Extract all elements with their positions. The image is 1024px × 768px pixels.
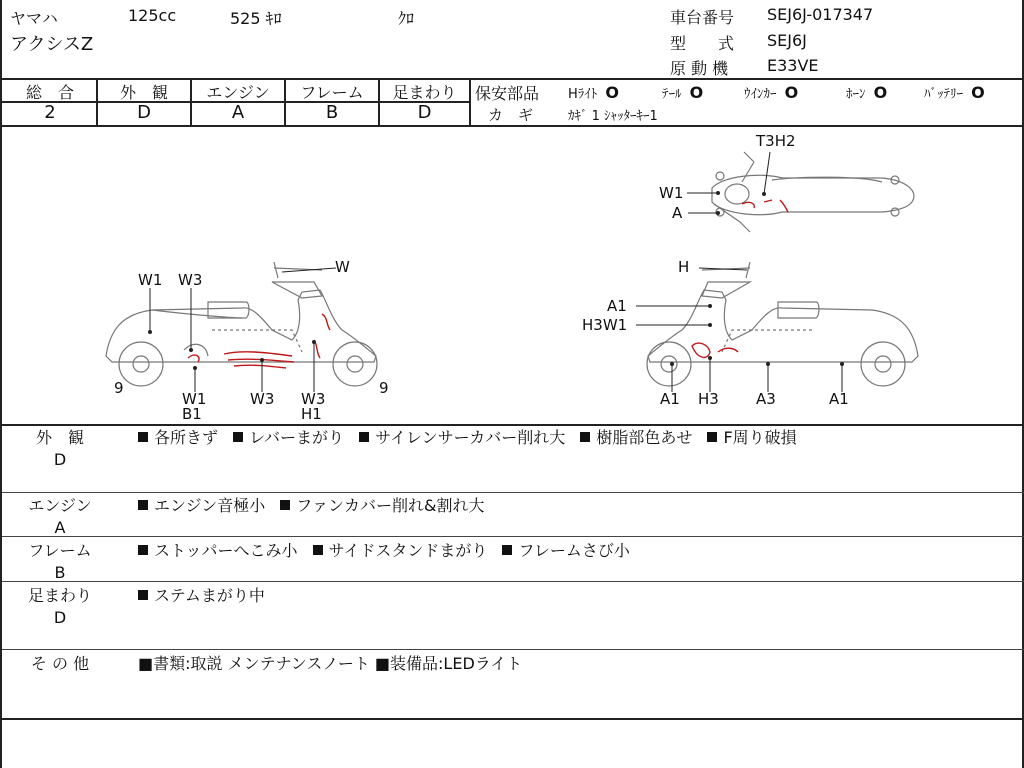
- grade-value-frame: B: [325, 102, 339, 123]
- safety-tail: ﾃｰﾙ O: [662, 83, 704, 102]
- detail-category-frame: フレーム B: [28, 541, 92, 582]
- diagram-label: W1: [182, 390, 207, 408]
- label-dots: [148, 191, 844, 370]
- damage-marks-left: [188, 314, 330, 368]
- detail-category-engine: エンジン A: [28, 496, 92, 537]
- type-value: SEJ6J: [767, 31, 807, 50]
- divider: [2, 718, 1024, 720]
- safety-battery: ﾊﾞｯﾃﾘｰ O: [924, 83, 985, 102]
- type-label: 型 式: [670, 34, 735, 53]
- diagram-label: W: [335, 258, 350, 276]
- color: ｸﾛ: [398, 9, 415, 28]
- detail-category-suspension: 足まわり D: [27, 586, 92, 627]
- diagram-label: W1: [659, 184, 684, 202]
- detail-items-other: ■書類:取説 メンテナンスノート ■装備品:LEDライト: [138, 654, 523, 673]
- key-label: カ ギ: [488, 106, 534, 124]
- diagram-label: A1: [607, 297, 627, 315]
- detail-items-frame: ストッパーへこみ小 サイドスタンドまがり フレームさび小: [138, 540, 640, 562]
- divider: [2, 581, 1024, 582]
- diagram-label: W3: [178, 271, 203, 289]
- model-name: アクシスZ: [10, 34, 94, 55]
- diagram-label: H3W1: [582, 316, 628, 334]
- detail-category-exterior: 外 観 D: [35, 428, 84, 469]
- diagram-label: W3: [250, 390, 275, 408]
- diagram-label: A1: [660, 390, 680, 408]
- grade-label-suspension: 足まわり: [392, 83, 457, 102]
- diagram-label: H1: [301, 405, 322, 423]
- divider: [2, 492, 1024, 493]
- engine-value: E33VE: [767, 56, 819, 75]
- diagram-label: A1: [829, 390, 849, 408]
- frame-value: SEJ6J-017347: [767, 5, 874, 24]
- divider: [2, 536, 1024, 537]
- diagram-label: 9: [114, 379, 124, 397]
- safety-title: 保安部品: [475, 84, 540, 103]
- divider: [2, 649, 1024, 650]
- detail-items-exterior: 各所きず レバーまがり サイレンサーカバー削れ大 樹脂部色あせ F周り破損: [138, 427, 807, 449]
- scooter-right-view: [647, 262, 918, 386]
- safety-horn: ﾎｰﾝ O: [846, 83, 888, 102]
- grade-value-exterior: D: [137, 102, 151, 123]
- grade-label-engine: エンジン: [206, 83, 270, 102]
- safety-winker: ｳｲﾝｶｰ O: [744, 83, 799, 102]
- diagram-label: H3: [698, 390, 719, 408]
- grade-label-frame: フレーム: [300, 83, 364, 102]
- damage-marks-top: [742, 200, 788, 212]
- grade-label-exterior: 外 観: [119, 83, 168, 102]
- diagram-label: W1: [138, 271, 163, 289]
- label-leaders: [150, 152, 842, 392]
- diagram-label: B1: [182, 405, 202, 423]
- grade-value-suspension: D: [417, 102, 432, 123]
- detail-category-other: そ の 他: [30, 654, 90, 673]
- grade-value-overall: 2: [44, 102, 56, 123]
- mileage: 525 ｷﾛ: [230, 9, 282, 28]
- damage-marks-right: [692, 343, 738, 357]
- detail-items-engine: エンジン音極小 ファンカバー削れ&割れ大: [138, 495, 494, 517]
- diagram-label: W3: [301, 390, 326, 408]
- diagram-label: A: [672, 204, 683, 222]
- diagram-label: A3: [756, 390, 776, 408]
- key-value: ｶｷﾞ 1 ｼｬｯﾀｰｷｰ1: [568, 109, 658, 124]
- divider: [2, 424, 1024, 426]
- grade-label-overall: 総 合: [25, 83, 74, 102]
- maker: ヤマハ: [10, 9, 58, 28]
- frame-label: 車台番号: [670, 8, 735, 27]
- displacement: 125cc: [128, 6, 177, 25]
- diagram-label: H: [678, 258, 690, 276]
- diagram-label: 9: [379, 379, 389, 397]
- grade-value-engine: A: [231, 102, 245, 123]
- engine-label: 原 動 機: [670, 59, 729, 78]
- safety-headlight: Hﾗｲﾄ O: [568, 83, 620, 102]
- scooter-top-view: [712, 152, 914, 232]
- diagram-label: T3H2: [756, 132, 796, 150]
- detail-items-suspension: ステムまがり中: [138, 585, 275, 607]
